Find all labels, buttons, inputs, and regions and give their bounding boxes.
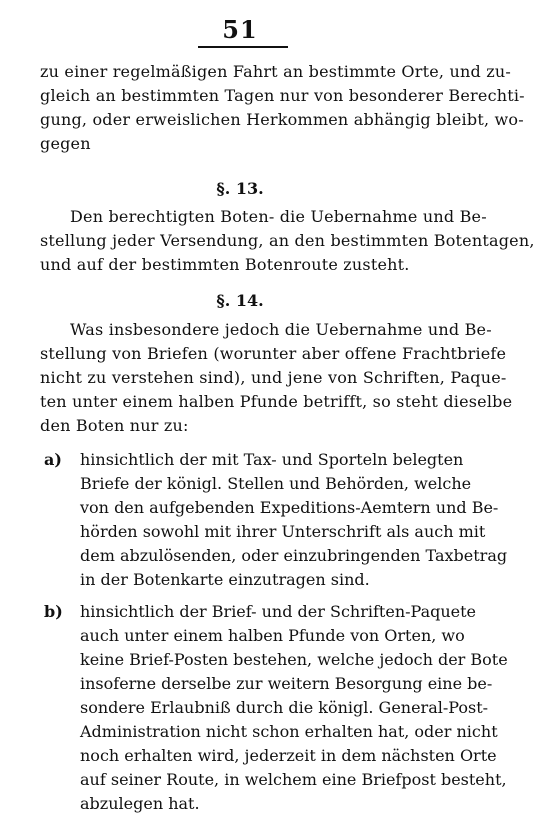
item-a-marker: a): [44, 450, 62, 469]
section-14-paragraph: [40, 318, 513, 438]
text-line: abzulegen hat.: [80, 794, 200, 813]
opening-paragraph: [40, 60, 525, 156]
text-line: in der Botenkarte einzutragen sind.: [80, 570, 370, 589]
section-13-paragraph: [40, 205, 535, 277]
section-heading-13: §. 13.: [216, 179, 264, 198]
text-line: nicht zu verstehen sind), und jene von Schriften, Paque-: [40, 368, 507, 387]
text-line: gleich an bestimmten Tagen nur von besonderer Berechti-: [40, 86, 525, 105]
header-rule: [198, 46, 288, 48]
text-line: stellung von Briefen (worunter aber offene Frachtbriefe: [40, 344, 507, 363]
text-line: gung, oder erweislichen Herkommen abhängig bleibt, wo-: [40, 110, 524, 129]
text-line: stellung jeder Versendung, an den bestimmten Botentagen,: [40, 231, 535, 250]
text-line: und auf der bestimmten Botenroute zusteht.: [40, 255, 410, 274]
text-line: auch unter einem halben Pfunde von Orten, wo: [80, 626, 465, 645]
section-heading-14: §. 14.: [216, 291, 264, 310]
text-line: zu einer regelmäßigen Fahrt an bestimmte Orte, und zu-: [40, 62, 511, 81]
text-line: hinsichtlich der mit Tax- und Sporteln belegten: [80, 450, 464, 469]
text-line: Was insbesondere jedoch die Uebernahme und Be-: [70, 320, 492, 339]
text-line: Den berechtigten Boten- die Uebernahme und Be-: [70, 207, 487, 226]
text-line: Administration nicht schon erhalten hat, oder nicht: [80, 722, 498, 741]
text-line: insoferne derselbe zur weitern Besorgung eine be-: [80, 674, 493, 693]
text-line: dem abzulösenden, oder einzubringenden Taxbetrag: [80, 546, 508, 565]
item-a-text: [80, 448, 508, 592]
text-line: von den aufgebenden Expeditions-Aemtern und Be-: [80, 498, 499, 517]
text-line: sondere Erlaubniß durch die königl. General-Post-: [80, 698, 489, 717]
text-line: keine Brief-Posten bestehen, welche jedoch der Bote: [80, 650, 508, 669]
text-line: noch erhalten wird, jederzeit in dem nächsten Orte: [80, 746, 497, 765]
text-line: gegen: [40, 134, 91, 153]
text-line: den Boten nur zu:: [40, 416, 189, 435]
text-line: auf seiner Route, in welchem eine Briefpost besteht,: [80, 770, 507, 789]
page-number: 51: [222, 15, 258, 44]
item-b-marker: b): [44, 602, 63, 621]
text-line: hörden sowohl mit ihrer Unterschrift als auch mit: [80, 522, 486, 541]
text-line: Briefe der königl. Stellen und Behörden, welche: [80, 474, 472, 493]
item-b-text: [80, 600, 508, 816]
text-line: hinsichtlich der Brief- und der Schriften-Paquete: [80, 602, 477, 621]
text-line: ten unter einem halben Pfunde betrifft, so steht dieselbe: [40, 392, 513, 411]
